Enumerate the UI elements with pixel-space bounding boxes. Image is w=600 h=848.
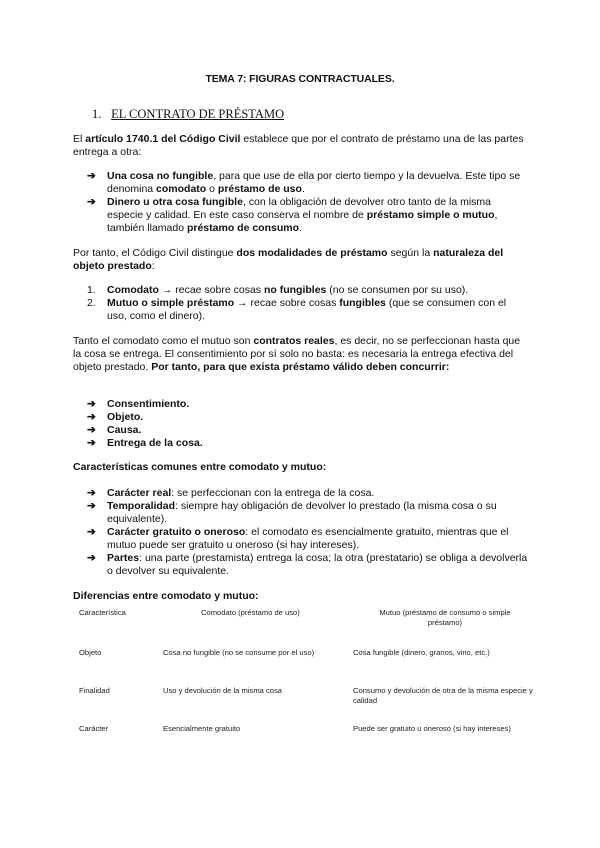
text: : se perfeccionan con la entrega de la cosa. [171,487,375,499]
section-title: EL CONTRATO DE PRÉSTAMO [111,107,285,121]
list-item [87,398,528,411]
bold-term: Carácter real [107,487,172,499]
text: . [301,183,305,195]
table-cell: Esencialmente gratuito [163,724,241,733]
arrow-icon: ➔ [87,552,96,564]
section-heading [92,107,284,122]
text: según la [387,247,434,259]
loan-types-list [87,170,528,235]
bold-term: Mutuo o simple préstamo [107,297,235,309]
differences-heading: Diferencias entre comodato y mutuo: [73,590,259,602]
item-number: 2. [87,297,96,309]
text: → recae sobre cosas [158,284,264,296]
text: Por tanto, el Código Civil distingue [73,247,237,259]
text: , con la obligación de devolver otro tanto de la misma especie y calidad. En este caso conserva el nombre de [107,196,491,221]
list-item [87,297,528,323]
arrow-icon: ➔ [87,526,96,538]
bold-term: fungibles [339,297,386,309]
modalities-paragraph [73,247,528,273]
table-cell: Puede ser gratuito u oneroso (si hay intereses) [353,724,511,733]
text: , también llamado [107,209,498,234]
bold-term: Temporalidad [107,500,176,512]
bold-term: comodato [156,183,207,195]
arrow-icon: ➔ [87,170,96,182]
common-features-heading: Características comunes entre comodato y mutuo: [73,461,327,473]
bold-term: Objeto. [107,411,144,423]
text: : siempre hay obligación de devolver lo prestado (la misma cosa o su equivalente). [107,500,497,525]
bold-term: dos modalidades de préstamo [236,247,388,259]
table-cell: Objeto [79,648,102,657]
bold-term: Dinero u otra cosa fungible [107,196,243,208]
text: Tanto el comodato como el mutuo son [73,335,254,347]
list-item [87,437,528,450]
arrow-icon: ➔ [87,424,96,436]
intro-article-ref: artículo 1740.1 del Código Civil [85,133,241,145]
bold-term: préstamo de consumo [186,222,299,234]
arrow-icon: ➔ [87,437,96,449]
text: : [151,260,155,272]
text: : una parte (prestamista) entrega la cosa; la otra (prestatario) se obliga a devolverla o devolver su equivalente. [107,552,528,577]
text: , es decir, no se perfeccionan hasta que la cosa se entrega. El consentimiento por sí solo no basta: es necesaria la entrega efectiva del objeto prestado. [73,335,521,373]
list-item [87,196,528,235]
text: → recae sobre cosas [234,297,340,309]
list-item [87,284,528,297]
table-cell: Uso y devolución de la misma cosa [163,686,283,695]
table-cell: Cosa no fungible (no se consume por el uso) [163,648,315,657]
arrow-icon: ➔ [87,398,96,410]
text: (no se consumen por su uso). [326,284,469,296]
requirements-list [87,398,528,450]
bold-term: préstamo simple o mutuo [366,209,495,221]
bold-term: Partes [107,552,140,564]
table-cell: Consumo y devolución de otra de la misma especie y calidad [353,686,533,705]
bold-term: no fungibles [263,284,327,296]
page-title: TEMA 7: FIGURAS CONTRACTUALES. [205,73,395,85]
arrow-icon: ➔ [87,411,96,423]
common-features-list [87,487,528,578]
bold-term: contratos reales [253,335,335,347]
text: o [206,183,218,195]
list-item [87,170,528,196]
table-cell: Finalidad [79,686,110,695]
arrow-icon: ➔ [87,487,96,499]
bold-term: Carácter gratuito o oneroso [107,526,246,538]
modalities-list [87,284,528,323]
arrow-icon: ➔ [87,196,96,208]
real-contracts-paragraph [73,335,528,374]
list-item [87,552,528,578]
intro-text-c: establece que por el contrato de préstamo una de las partes entrega a otra: [73,133,524,158]
table-header-cell: Característica [79,608,126,617]
bold-term: Por tanto, para que exista préstamo válido deben concurrir: [151,361,450,373]
intro-paragraph [73,133,528,159]
bold-term: Una cosa no fungible [107,170,214,182]
bold-term: Consentimiento. [107,398,190,410]
list-item [87,424,528,437]
bold-term: Comodato [107,284,159,296]
arrow-icon: ➔ [87,500,96,512]
text: (que se consumen con el uso, como el dinero). [107,297,507,322]
intro-text-a: El [73,133,86,145]
section-number: 1. [92,107,102,121]
list-item [87,500,528,526]
table-cell: Cosa fungible (dinero, granos, vino, etc.) [353,648,490,657]
bold-term: naturaleza del objeto prestado [73,247,504,272]
bold-term: Entrega de la cosa. [107,437,203,449]
bold-term: Causa. [107,424,142,436]
table-header-cell: Comodato (préstamo de uso) [201,608,300,617]
item-number: 1. [87,284,96,296]
bold-term: préstamo de uso [217,183,302,195]
text: : el comodato es esencialmente gratuito, mientras que el mutuo puede ser gratuito u oneroso (si hay intereses). [107,526,509,551]
text: . [299,222,302,234]
text: , para que use de ella por cierto tiempo y la devuelva. Este tipo se denomina [107,170,521,195]
table-header-cell: Mutuo (préstamo de consumo o simple préstamo) [379,608,511,627]
table-cell: Carácter [79,724,109,733]
list-item [87,487,528,500]
list-item [87,411,528,424]
list-item [87,526,528,552]
